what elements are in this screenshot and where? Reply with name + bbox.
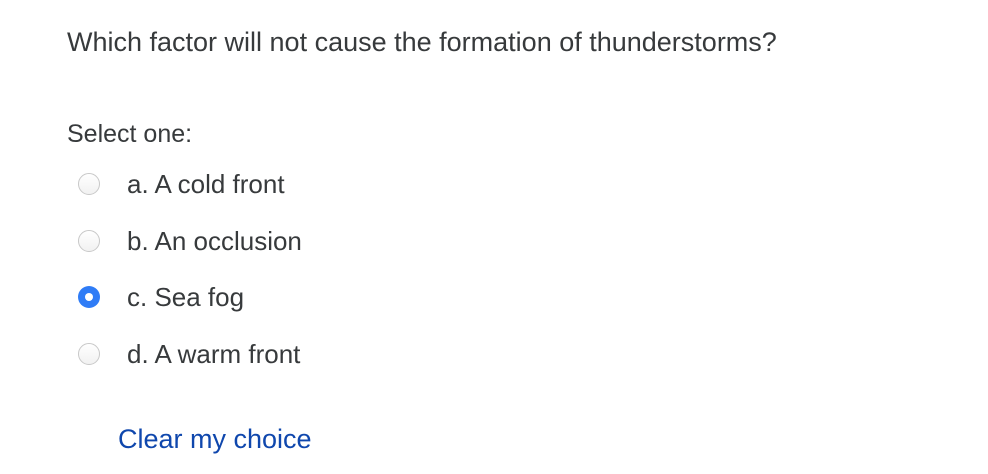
- question-text: Which factor will not cause the formation of thunderstorms?: [67, 27, 777, 57]
- answer-label-a[interactable]: a. A cold front: [127, 169, 285, 199]
- clear-my-choice-link[interactable]: Clear my choice: [118, 424, 312, 454]
- radio-button-c[interactable]: [78, 286, 100, 308]
- radio-button-b[interactable]: [78, 230, 100, 252]
- radio-button-d[interactable]: [78, 343, 100, 365]
- radio-button-a[interactable]: [78, 173, 100, 195]
- answer-option-a[interactable]: [78, 166, 302, 223]
- answer-list: [78, 166, 302, 393]
- answer-label-d[interactable]: d. A warm front: [127, 339, 301, 370]
- answer-label-b[interactable]: b. An occlusion: [127, 225, 302, 256]
- answer-option-c[interactable]: [78, 279, 302, 336]
- answer-option-b[interactable]: [78, 223, 302, 280]
- select-one-prompt: Select one:: [67, 120, 193, 148]
- answer-label-c[interactable]: c. Sea fog: [127, 282, 245, 313]
- answer-option-d[interactable]: [78, 336, 302, 393]
